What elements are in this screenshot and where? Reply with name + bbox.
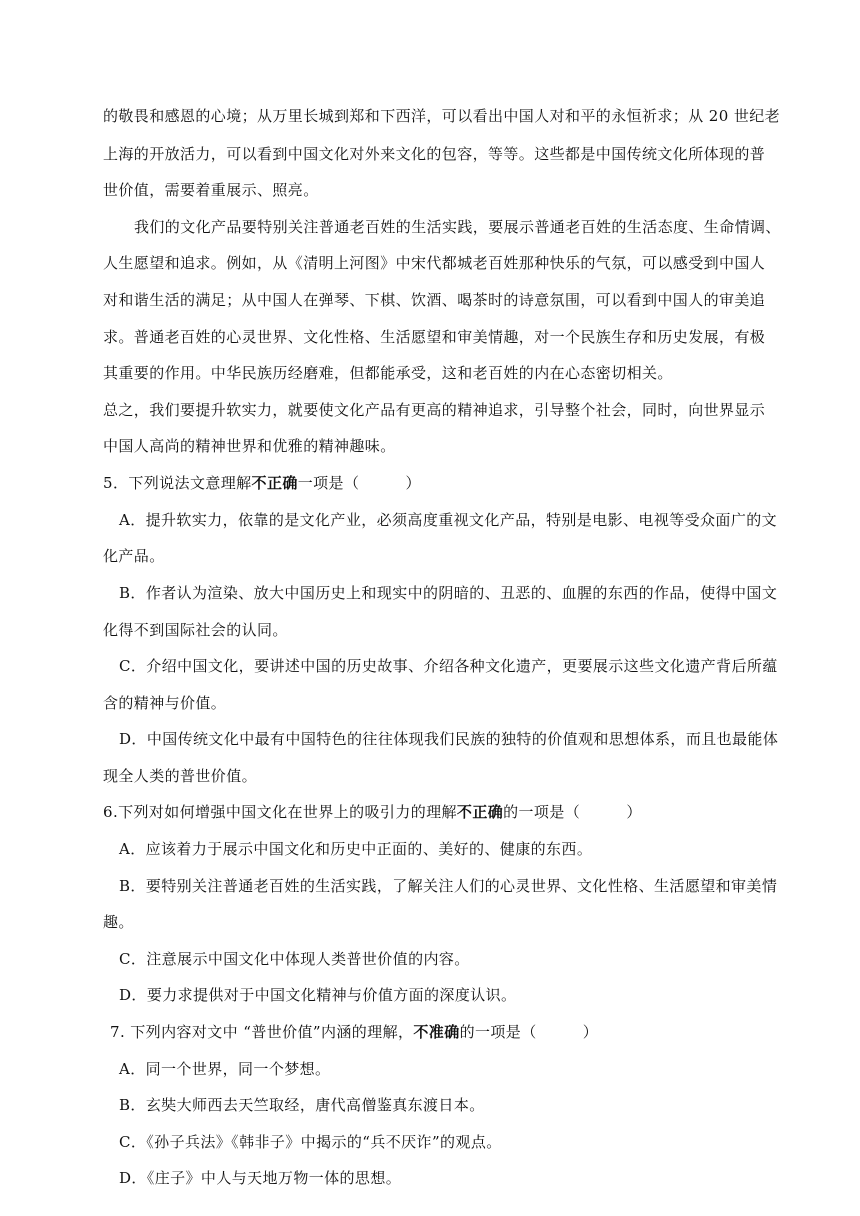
passage-line: 的敬畏和感恩的心境；从万里长城到郑和下西洋，可以看出中国人对和平的永恒祈求；从 20 世纪老	[103, 107, 781, 125]
emphasis: 不正确	[456, 803, 504, 821]
q6-option-b: B．要特别关注普通老百姓的生活实践，了解关注人们的心灵世界、文化性格、生活愿望和审美情	[119, 877, 778, 895]
q6-option-a: A．应该着力于展示中国文化和历史中正面的、美好的、健康的东西。	[119, 840, 593, 858]
q5-option-b-cont: 化得不到国际社会的认同。	[103, 621, 288, 639]
passage-line: 上海的开放活力，可以看到中国文化对外来文化的包容，等等。这些都是中国传统文化所体现的普	[103, 145, 766, 163]
passage-line: 其重要的作用。中华民族历经磨难，但都能承受，这和老百姓的内在心态密切相关。	[103, 364, 673, 382]
q7-option-c: C．《孙子兵法》《韩非子》中揭示的“兵不厌诈”的观点。	[119, 1133, 502, 1151]
passage-line: 总之，我们要提升软实力，就要使文化产品有更高的精神追求，引导整个社会，同时，向世界显示	[103, 401, 766, 419]
passage-line: 中国人高尚的精神世界和优雅的精神趣味。	[103, 437, 396, 455]
q7-option-b: B．玄奘大师西去天竺取经，唐代高僧鉴真东渡日本。	[119, 1096, 485, 1114]
q5-option-d: D．中国传统文化中最有中国特色的往往体现我们民族的独特的价值观和思想体系，而且也最能体	[119, 730, 779, 748]
question-5-stem: 5．下列说法文意理解不正确一项是（ ）	[103, 474, 421, 492]
q6-option-c: C．注意展示中国文化中体现人类普世价值的内容。	[119, 950, 470, 968]
q5-option-d-cont: 现全人类的普世价值。	[103, 767, 258, 785]
passage-line: 对和谐生活的满足；从中国人在弹琴、下棋、饮酒、喝茶时的诗意氛围，可以看到中国人的审美追	[103, 291, 766, 309]
q5-option-a: A．提升软实力，依靠的是文化产业，必须高度重视文化产品，特别是电影、电视等受众面广的文	[119, 511, 778, 529]
q6-option-b-cont: 趣。	[103, 913, 134, 931]
passage-line: 我们的文化产品要特别关注普通老百姓的生活实践，要展示普通老百姓的生活态度、生命情调、	[134, 218, 781, 236]
q7-option-d: D．《庄子》中人与天地万物一体的思想。	[119, 1169, 402, 1187]
passage-line: 世价值，需要着重展示、照亮。	[103, 181, 319, 199]
q6-option-d: D．要力求提供对于中国文化精神与价值方面的深度认识。	[119, 986, 517, 1004]
question-7-stem: 7. 下列内容对文中 “普世价值”内涵的理解，不准确的一项是（ ）	[110, 1023, 599, 1041]
passage-line: 人生愿望和追求。例如，从《清明上河图》中宋代都城老百姓那种快乐的气氛，可以感受到中国人	[103, 254, 766, 272]
q5-option-c-cont: 含的精神与价值。	[103, 694, 227, 712]
emphasis: 不准确	[413, 1023, 460, 1041]
question-6-stem: 6.下列对如何增强中国文化在世界上的吸引力的理解不正确的一项是（ ）	[103, 803, 642, 821]
q5-option-a-cont: 化产品。	[103, 547, 165, 565]
q5-option-c: C．介绍中国文化，要讲述中国的历史故事、介绍各种文化遗产，更要展示这些文化遗产背后所蕴	[119, 657, 778, 675]
emphasis: 不正确	[251, 474, 298, 492]
passage-line: 求。普通老百姓的心灵世界、文化性格、生活愿望和审美情趣，对一个民族生存和历史发展，有极	[103, 328, 766, 346]
q7-option-a: A．同一个世界，同一个梦想。	[119, 1060, 331, 1078]
q5-option-b: B．作者认为渲染、放大中国历史上和现实中的阴暗的、丑恶的、血腥的东西的作品，使得中国文	[119, 584, 778, 602]
